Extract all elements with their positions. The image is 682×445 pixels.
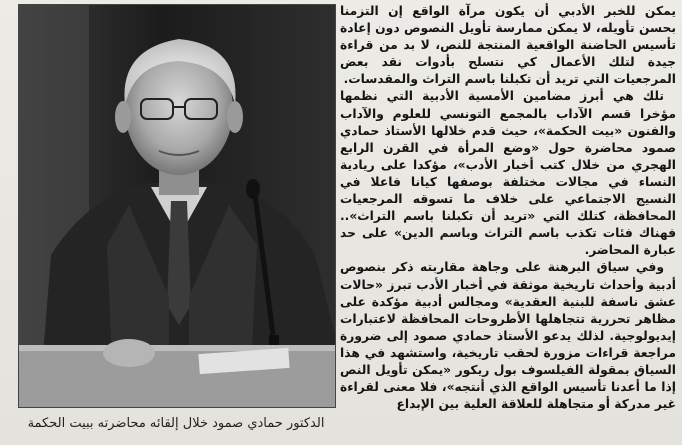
article-paragraph: وفي سياق البرهنة على وجاهة مقاربته ذكر بنصوص أدبية وأحداث تاريخية موثقة في أخبار الأدب تبرز «حالات عشق ناسفة للبنية العقدية» ومجالس أدبية مؤكدة على مظاهر تحررية تتجاهلها الأطروحات المحافظة لاعتبارات إيديولوجية. لذلك يدعو الأستاذ حمادي صمود إلى ضرورة مراجعة قراءات مزورة لحقب تاريخية، واستشهد في هذا السياق بمقولة الفيلسوف بول ريكور «يمكن تأويل النص إذا ما أعدنا تأسيس الواقع الذي أنتجه»، فلا معنى لقراءة غير مدركة أو متجاهلة للعلاقة العلية بين الإبداع — [340, 260, 676, 412]
article-paragraph: يمكن للخبر الأدبي أن يكون مرآة الواقع إن التزمنا بحسن تأويله، لا يمكن ممارسة تأويل النصوص دون إعادة تأسيس الحاضنة الواقعية المنتجة للنص، لا بد من قراءة جيدة لتلك الأعمال كي نتسلح بأدوات نقد بعض المرجعيات التي تريد أن تكبلنا باسم التراث والمقدسات. — [340, 4, 676, 87]
photo-caption: الدكتور حمادي صمود خلال إلقائه محاضرته ببيت الحكمة — [27, 416, 325, 431]
article-body — [340, 3, 676, 443]
article-paragraph: تلك هي أبرز مضامين الأمسية الأدبية التي نظمها مؤخرا قسم الآداب بالمجمع التونسي للعلوم والآداب والفنون «بيت الحكمة»، حيث قدم خلالها الأستاذ حمادي صمود محاضرة حول «وضع المرأة في القرن الرابع الهجري من خلال كتب أخبار الأدب»، مؤكدا على ريادية النساء في مجالات مختلفة بوصفها كيانا فاعلا في النسيج الاجتماعي على خلاف ما تسوقه المرجعيات المحافظة، كتلك التي «تريد أن تكبلنا باسم التراث».. فهناك فئات تكذب باسم التراث وباسم الدين» على حد عبارة المحاضر. — [340, 89, 676, 258]
speaker-photo — [18, 4, 336, 408]
